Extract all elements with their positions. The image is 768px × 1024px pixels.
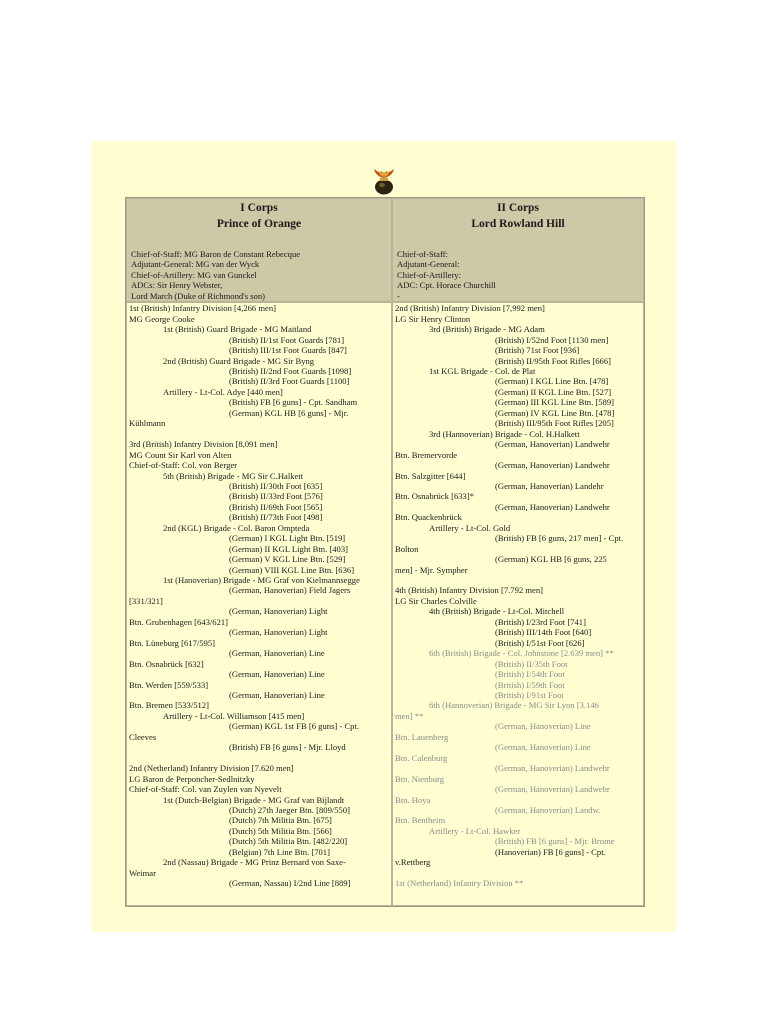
unit-line: (German, Hanoverian) Field Jagers: [229, 585, 351, 596]
staff-line: Lord March (Duke of Richmond's son): [131, 290, 266, 301]
staff-line: Adjutant-General: MG van der Wyck: [131, 259, 260, 270]
unit-line: Chief-of-Staff: Col. van Zuylen van Nyevelt: [129, 784, 282, 795]
staff-line: ADCs: Sir Henry Webster,: [131, 280, 223, 291]
unit-line: Btn. Bremen [533/512]: [129, 700, 209, 711]
unit-line: (Dutch) 7th Militia Btn. [675]: [229, 815, 332, 826]
unit-line: (German, Hanoverian) Landw.: [495, 805, 601, 815]
i-corps-units: [126, 302, 392, 906]
spacer: [127, 429, 391, 439]
unit-line: Btn. Lüneburg [617/595]: [129, 637, 216, 648]
unit-line: (German, Hanoverian) Line: [229, 669, 325, 680]
unit-line: (British) 71st Foot [936]: [495, 345, 580, 356]
unit-line: 4th (British) Brigade - Lt-Col. Mitchell: [429, 606, 565, 617]
unit-line: Btn. Lauenberg: [395, 731, 449, 742]
unit-line: Kühlmann: [129, 418, 166, 429]
unit-line: (British) II/2nd Foot Guards [1098]: [229, 365, 352, 376]
unit-line: (German) II KGL Line Btn. [527]: [495, 386, 612, 397]
unit-line: (British) I/52nd Foot [1130 men]: [495, 334, 609, 345]
unit-line: (German, Hanoverian) Line: [229, 690, 325, 701]
unit-line: (Dutch) 27th Jaeger Btn. [809/550]: [229, 804, 351, 815]
unit-line: 1st (Dutch-Belgian) Brigade - MG Graf van Bijlandt: [163, 794, 345, 805]
unit-line: (British) FB [6 guns] - Mjr. Lloyd: [229, 742, 346, 753]
unit-line: [331/321]: [129, 595, 163, 606]
unit-line: LG Sir Henry Clinton: [395, 313, 471, 324]
unit-line: Btn. Hoya: [395, 794, 431, 805]
unit-line: (British) FB [6 guns, 217 men] - Cpt.: [495, 533, 624, 544]
unit-line: (British) I/23rd Foot [741]: [495, 616, 586, 627]
staff-line: Adjutant-General:: [397, 259, 460, 270]
unit-line: 6th (British) Brigade - Col. Johnstone [2.639 men] **: [429, 648, 614, 659]
unit-line: 1st (Netherland) Infantry Division **: [395, 878, 524, 889]
unit-line: 2nd (British) Infantry Division [7,992 men]: [395, 303, 545, 314]
unit-line: Bolton: [395, 543, 419, 554]
unit-line: (German, Hanoverian) Landwehr: [495, 763, 610, 774]
unit-line: 1st (Hanoverian) Brigade - MG Graf von Kielmannsegge: [163, 575, 360, 586]
unit-line: 4th (British) Infantry Division [7.792 men]: [395, 585, 543, 596]
unit-line: (British) II/69th Foot [565]: [229, 501, 323, 512]
unit-line: (German, Hanoverian) Landwehr: [495, 460, 610, 471]
unit-line: 1st (British) Infantry Division [4,266 men]: [129, 303, 277, 314]
unit-line: (British) I/54th Foot: [495, 669, 565, 680]
unit-line: 6th (Hannoverian) Brigade - MG Sir Lyon [3.146: [429, 700, 599, 711]
unit-line: (German, Hanoverian) Light: [229, 627, 328, 638]
unit-line: Btn. Quackenbrück: [395, 512, 462, 523]
staff-line: -: [397, 290, 400, 301]
unit-line: (German, Hanoverian) Line: [495, 742, 591, 753]
i-corps-staff: [127, 249, 391, 301]
unit-line: men] **: [395, 710, 424, 721]
staff-line: Chief-of-Artillery: MG van Gunckel: [131, 269, 257, 280]
unit-line: 3rd (British) Infantry Division [8,091 men]: [129, 439, 278, 450]
unit-line: (German) III KGL Line Btn. [589]: [495, 397, 614, 408]
unit-line: Btn. Nienburg: [395, 773, 445, 784]
unit-line: LG Baron de Perponcher-Sedlnitzky: [129, 773, 255, 784]
unit-line: Artillery - Lt-Col. Gold: [429, 522, 511, 533]
spacer: [393, 868, 643, 878]
unit-line: (German) IV KGL Line Btn. [478]: [495, 407, 615, 418]
unit-line: Btn. Bremervorde: [395, 449, 458, 460]
spacer: [393, 575, 643, 585]
unit-line: Btn. Osnabrück [632]: [129, 658, 204, 669]
unit-line: (German, Hanoverian) Light: [229, 606, 328, 617]
ii-corps-units: [392, 302, 644, 906]
unit-line: Artillery - Lt-Col. Williamson [415 men]: [163, 710, 305, 721]
staff-line: Chief-of-Staff: MG Baron de Constant Rebecque: [131, 249, 301, 259]
ii-corps-title: II Corps: [497, 202, 539, 214]
unit-line: (British) III/1st Foot Guards [847]: [229, 345, 347, 356]
unit-line: (German, Hanoverian) Line: [495, 721, 591, 732]
ii-corps-commander: Lord Rowland Hill: [471, 218, 565, 230]
unit-line: 2nd (KGL) Brigade - Col. Baron Ompteda: [163, 522, 310, 533]
staff-line: Chief-of-Staff:: [397, 249, 448, 259]
unit-line: (Belgian) 7th Line Btn. [701]: [229, 846, 330, 857]
unit-line: (German, Nassau) I/2nd Line [889]: [229, 878, 351, 889]
unit-line: (Dutch) 5th Militia Btn. [482/220]: [229, 836, 348, 847]
unit-line: Btn. Salzgitter [644]: [395, 470, 466, 481]
unit-line: (German) KGL HB [6 guns, 225: [495, 554, 607, 565]
unit-line: Artillery - Lt-Col. Adye [440 men]: [163, 386, 283, 397]
unit-line: Btn. Osnabrück [633]*: [395, 491, 475, 502]
i-corps-commander: Prince of Orange: [216, 218, 302, 230]
unit-line: (German) VIII KGL Line Btn. [636]: [229, 564, 355, 575]
unit-line: (British) I/59th Foot: [495, 679, 565, 690]
unit-line: (British) II/95th Foot Rifles [666]: [495, 355, 612, 366]
unit-line: 3rd (British) Brigade - MG Adam: [429, 324, 545, 335]
unit-line: (German, Hanoverian) Line: [229, 648, 325, 659]
unit-line: v.Rettberg: [395, 857, 431, 868]
unit-line: (British) III/95th Foot Rifles [205]: [495, 418, 614, 429]
ii-corps-staff: [393, 249, 643, 301]
unit-line: (British) II/73th Foot [498]: [229, 512, 323, 523]
unit-line: men] - Mjr. Sympher: [395, 564, 468, 575]
staff-line: Chief-of-Artillery:: [397, 269, 461, 280]
unit-line: (British) II/33rd Foot [576]: [229, 491, 323, 502]
unit-line: Btn. Grubenhagen [643/621]: [129, 616, 229, 627]
unit-line: (Dutch) 5th Militia Btn. [566]: [229, 825, 332, 836]
unit-line: Chief-of-Staff: Col. von Berger: [129, 460, 238, 471]
unit-line: Btn. Calenburg: [395, 752, 448, 763]
unit-line: (German) KGL 1st FB [6 guns] - Cpt.: [229, 721, 360, 732]
unit-line: 2nd (Netherland) Infantry Division [7.620 men]: [129, 763, 294, 774]
i-corps-title: I Corps: [240, 202, 278, 214]
order-of-battle-table: [125, 197, 645, 907]
unit-line: (German, Hanoverian) Landwehr: [495, 501, 610, 512]
unit-line: (German, Hanoverian) Landehr: [495, 480, 604, 491]
unit-line: (German) II KGL Light Btn. [403]: [229, 543, 349, 554]
unit-line: (British) II/35th Foot: [495, 658, 568, 669]
unit-line: 2nd (British) Guard Brigade - MG Sir Byng: [163, 355, 315, 366]
unit-line: 1st (British) Guard Brigade - MG Maitland: [163, 324, 312, 335]
unit-line: (British) FB [6 guns] - Cpt. Sandham: [229, 397, 358, 408]
unit-line: (British) II/3rd Foot Guards [1100]: [229, 376, 350, 387]
unit-line: 1st KGL Brigade - Col. de Plat: [429, 365, 536, 376]
staff-line: ADC: Cpt. Horace Churchill: [397, 280, 496, 291]
unit-line: Artillery - Lt-Col. Hawker: [429, 825, 521, 836]
unit-line: (German) I KGL Light Btn. [519]: [229, 533, 346, 544]
unit-line: (British) FB [6 guns] - Mjr. Brome: [495, 836, 615, 847]
unit-line: (Hanoverian) FB [6 guns] - Cpt.: [495, 846, 606, 857]
unit-line: MG George Cooke: [129, 313, 195, 324]
unit-line: (German) V KGL Line Btn. [529]: [229, 554, 346, 565]
unit-line: Btn. Bentheim: [395, 815, 446, 826]
unit-line: 2nd (Nassau) Brigade - MG Prinz Bernard von Saxe-: [163, 857, 346, 868]
unit-line: Btn. Werden [559/533]: [129, 679, 209, 690]
unit-line: 3rd (Hannoverian) Brigade - Col. H.Halkett: [429, 428, 580, 439]
unit-line: Weimar: [129, 867, 156, 878]
unit-line: (German) I KGL Line Btn. [478]: [495, 376, 609, 387]
grenade-emblem-icon: [369, 168, 399, 196]
unit-line: MG Count Sir Karl von Alten: [129, 449, 232, 460]
ii-corps-header: [392, 198, 644, 302]
unit-line: (British) I/51st Foot [626]: [495, 637, 585, 648]
spacer: [127, 753, 391, 763]
unit-line: (German) KGL HB [6 guns] - Mjr.: [229, 407, 349, 418]
unit-line: 5th (British) Brigade - MG Sir C.Halkett: [163, 470, 304, 481]
unit-line: (British) III/14th Foot [640]: [495, 627, 592, 638]
unit-line: (British) II/30th Foot [635]: [229, 480, 323, 491]
unit-line: (German, Hanoverian) Landwehr: [495, 439, 610, 450]
unit-line: (German, Hanoverian) Landwehr: [495, 784, 610, 795]
unit-line: LG Sir Charles Colville: [395, 595, 477, 606]
i-corps-header: [126, 198, 392, 302]
unit-line: Cleeves: [129, 731, 157, 742]
unit-line: (British) II/1st Foot Guards [781]: [229, 334, 345, 345]
unit-line: (British) I/91st Foot: [495, 690, 564, 701]
